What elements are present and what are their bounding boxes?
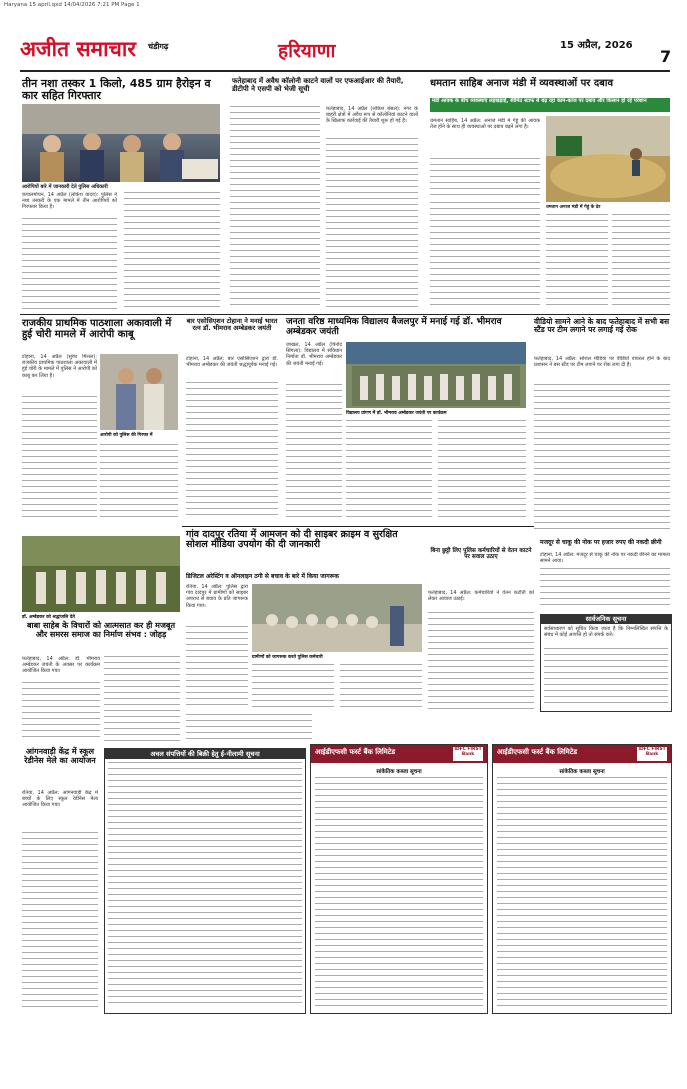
idfc-ad-2-body [497,777,667,1007]
section-title: हरियाणा [278,40,336,62]
caption-villagers: ग्रामीणों को जागरूक करते पुलिस कर्मचारी [252,655,323,660]
headline-illegal-colonies: फतेहाबाद में अवैध कॉलोनी काटने वालों पर एफआईआर की तैयारी, डीटीपी ने एसपी को भेजी सूची [232,77,404,93]
notice-title: सार्वजनिक सूचना [541,615,671,624]
story-baijalpur-col1 [286,384,342,520]
edition-label: चंडीगढ़ [148,42,169,51]
story-theft-col2 [100,444,178,520]
paper-name: अजीत समाचार [20,37,136,61]
accused-image [100,354,178,430]
idfc-ad-1-body [315,777,483,1007]
story-babasaheb-text: फतेहाबाद, 14 अप्रैल: डॉ. भीमराव अम्बेडकर जयंती के अवसर पर कार्यक्रम आयोजित किया गया। [22,656,100,675]
story-drug-text: कपालमोचन, 14 अप्रैल (लोकेश यादव): पुलिस ने नशा तस्करी के एक मामले में तीन आरोपियों को गिरफ्तार किया है। [22,192,117,211]
ad-left-title: अचल संपत्तियों की बिक्री हेतु ई-नीलामी सूचना [105,749,305,759]
villagers-image [252,584,422,652]
story-babasaheb-col3 [186,714,312,742]
story-bus-text: फतेहाबाद, 14 अप्रैल: सोशल मीडिया पर वीडियो वायरल होने के बाद प्रशासन ने बस स्टैंड पर टीम लगाने पर रोक लगा दी है। [534,356,670,369]
caption-grain: धमतान अनाज मंडी में गेहूं के ढेर [546,205,601,210]
story-dhamtan-col2 [430,202,540,310]
story-cyber-col3 [340,664,422,710]
story-dhamtan-col3 [546,214,608,310]
story-theft-col1 [22,396,97,520]
idfc-ad-1 [310,744,488,1014]
caption-police: आरोपियों बारे में जानकारी देते पुलिस अधिकारी [22,184,108,190]
tribute-image [22,536,180,612]
notice-body [544,648,668,706]
caption-tribute: डॉ. अम्बेडकर को श्रद्धांजलि देते [22,615,75,620]
subheadline-dhamtan: मंडी आवक के बीच व्यवस्थाएं लड़खड़ाई, सीमित स्टाफ से बढ़ रहा काम-काज पर दबाव और किसान हो रहे परेशान [430,98,670,112]
story-dhamtan-col1 [430,158,540,198]
idfc-ad-1-title: सांकेतिक कब्जा सूचना [376,769,422,775]
photo-villagers [252,584,422,652]
headline-cyber-crime: गांव दादपुर रतिया में आमजन को दी साइबर क्राइम व सुरक्षित सोशल मीडिया उपयोग की दी जानकारी [186,529,398,551]
idfc-ad-1-logo: IDFC FIRST Bank [453,747,483,761]
story-colonies-col1 [230,106,320,310]
story-salary-col [428,612,534,710]
story-anganwadi-col [22,832,98,1012]
headline-police-salary: बिना छुट्टी लिए पुलिस कर्मचारियों से वेतन काटने पर सवाल उठाए [430,548,532,561]
row-divider-1 [20,314,670,315]
headline-baijalpur: जनता वरिष्ठ माध्यमिक विद्यालय बैजलपुर में मनाई गई डॉ. भीमराव अम्बेडकर जयंती [286,317,502,337]
story-dhamtan-text: धमतान साहिब, 14 अप्रैल: अनाज मंडी में गेहूं की आवक तेज होने के साथ ही व्यवस्थाओं पर दबाव बढ़ने लगा है। [430,118,540,131]
row-divider-2 [182,526,534,527]
notice-text: सर्वसाधारण को सूचित किया जाता है कि निम्नलिखित संपत्ति के संबंध में कोई आपत्ति हो तो संपर्क करें। [544,626,668,639]
ad-left-body [108,762,302,1008]
idfc-ad-2 [492,744,672,1014]
caption-accused: आरोपी को पुलिस की गिरफ्त में [100,433,153,438]
headline-drug-smugglers: तीन नशा तस्कर 1 किलो, 485 ग्राम हैरोइन व कार सहित गिरफ्तार [22,77,211,103]
story-bus-col [534,384,670,534]
story-baijalpur-text: जाखल, 14 अप्रैल (विनोद सिंगला): विद्यालय में संविधान निर्माता डॉ. भीमराव अम्बेडकर की जयंती मनाई गई। [286,342,342,367]
story-theft-text: टोहाना, 14 अप्रैल (सुरेश मित्तल): राजकीय प्राथमिक पाठशाला अकावाली में हुई चोरी के मामले में पुलिस ने आरोपी को काबू कर लिया है। [22,354,97,379]
story-bar-text: टोहाना, 14 अप्रैल: बार एसोसिएशन द्वारा डॉ. भीमराव अम्बेडकर की जयंती श्रद्धापूर्वक मनाई गई। [186,356,278,369]
photo-accused [100,354,178,430]
story-cyber-col1 [186,626,248,710]
headline-bus-stand: वीडियो सामने आने के बाद फतेहाबाद में सभी बस स्टैंड पर टीम लगाने पर लगाई गई रोक [534,317,670,335]
caption-school: विद्यालय प्रांगण में डॉ. भीमराव अम्बेडकर जयंती पर कार्यक्रम [346,411,447,416]
story-colonies-text: फतेहाबाद, 14 अप्रैल (लोकेश बंसल): नगर के बाहरी क्षेत्रों में अवैध रूप से कॉलोनियां काटने वालों के खिलाफ कार्रवाई की तैयारी शुरू हो गई है। [326,106,418,136]
issue-date: 15 अप्रैल, 2026 [560,40,633,51]
page-number: 7 [660,47,672,66]
headline-babasaheb: बाबा साहेब के विचारों को आत्मसात कर ही मजबूत और समरस समाज का निर्माण संभव : जोहड़ [26,621,176,639]
idfc-ad-1-bankname: आईडीएफसी फर्स्ट बैंक लिमिटेड [315,748,396,756]
headline-anganwadi: आंगनवाड़ी केंद्र में स्कूल रेडीनेस मेले का आयोजन [24,747,96,765]
story-babasaheb-col2 [104,656,180,742]
headline-dhamtan-mandi: धमतान साहिब अनाज मंडी में व्यवस्थाओं पर दबाव [430,78,614,89]
story-baijalpur-col2 [346,420,432,520]
public-notice-box [540,614,672,712]
school-event-image [346,342,526,408]
story-babasaheb-col1 [22,682,100,742]
story-knife-col [540,568,670,608]
photo-school-event [346,342,526,408]
headline-school-theft: राजकीय प्राथमिक पाठशाला अकावाली में हुई चोरी मामले में आरोपी काबू [22,318,172,340]
headline-knife-robbery: मजदूर से चाकू की नोक पर हजार रुपए की नकदी छीनी [540,539,662,546]
photo-ambedkar-tribute [22,536,180,612]
photo-police-press [22,104,220,182]
idfc-ad-2-title: सांकेतिक कब्जा सूचना [559,769,605,775]
print-strip: Haryana 15 april.qxd 14/04/2026 7:21 PM Page 1 [4,2,140,8]
ad-property-notice-left [104,748,306,1014]
idfc-ad-2-logo: IDFC FIRST Bank [637,747,667,761]
story-knife-text: टोहाना, 14 अप्रैल: मजदूर से चाकू की नोक पर नकदी छीनने का मामला सामने आया। [540,552,670,565]
idfc-ad-2-bankname: आईडीएफसी फर्स्ट बैंक लिमिटेड [497,748,578,756]
story-salary-text: फतेहाबाद, 14 अप्रैल: कर्मचारियों ने वेतन कटौती को लेकर आवाज उठाई। [428,590,534,603]
headline-bar-association: बार एसोसिएशन टोहाना ने मनाई भारत रत्न डॉ. भीमराव अम्बेडकर जयंती [186,317,278,333]
story-dhamtan-col4 [612,214,670,310]
grain-heap-image [546,116,670,202]
photo-grain-market [546,116,670,202]
story-cyber-text: रतिया, 14 अप्रैल: पुलिस द्वारा गांव दादपुर में ग्रामीणों को साइबर अपराध से बचाव के प्रति जागरूक किया गया। [186,584,248,609]
story-drug-col2 [124,192,220,310]
story-bar-col [186,382,278,520]
masthead [20,35,670,70]
story-colonies-col2 [326,138,418,310]
story-baijalpur-col3 [438,420,526,520]
masthead-rule [20,70,670,72]
subheadline-cyber: डिजिटल अरेस्टिंग व ऑनलाइन ठगी से बचाव के बारे में किया जागरूक [186,573,339,580]
story-anganwadi-text: रतिया, 14 अप्रैल: आंगनवाड़ी केंद्र में बच्चों के लिए स्कूल रेडीनेस मेला आयोजित किया गया। [22,790,98,809]
police-group-image [22,104,220,182]
story-drug-text-cont [22,218,117,310]
story-cyber-col2 [252,664,334,710]
